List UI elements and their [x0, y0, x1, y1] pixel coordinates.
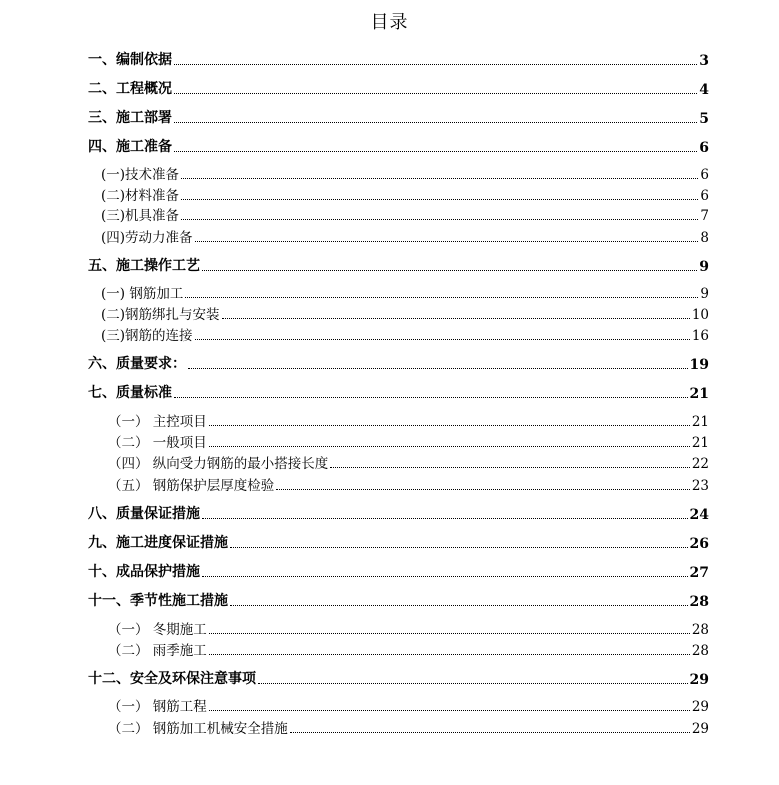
toc-entry-label: 一、编制依据	[88, 52, 172, 68]
dot-leader	[209, 653, 690, 655]
toc-entry[interactable]	[88, 472, 709, 494]
toc-title: 目录	[370, 12, 409, 33]
toc-entry-page-number: 6	[699, 140, 709, 156]
toc-entry[interactable]	[88, 301, 709, 323]
toc-entry-label: 二、工程概况	[88, 81, 172, 97]
toc-entry[interactable]	[88, 380, 709, 402]
toc-entry[interactable]	[88, 408, 709, 430]
toc-entry-label: 九、施工进度保证措施	[88, 535, 228, 551]
toc-entry-page-number: 8	[700, 230, 709, 246]
toc-entry-label: （五） 钢筋保护层厚度检验	[108, 478, 275, 494]
dot-leader	[202, 517, 688, 519]
toc-entry[interactable]	[88, 588, 709, 610]
dot-leader	[188, 367, 688, 369]
toc-entry-page-number: 29	[691, 699, 709, 715]
dot-leader	[330, 466, 690, 468]
toc-entry-page-number: 6	[700, 188, 709, 204]
dot-leader	[209, 445, 690, 447]
toc-entry-label: (四)劳动力准备	[101, 230, 193, 246]
dot-leader	[174, 121, 697, 123]
toc-entry-page-number: 29	[689, 672, 709, 688]
toc-entry[interactable]	[88, 429, 709, 451]
dot-leader	[209, 424, 690, 426]
toc-entry[interactable]	[88, 450, 709, 472]
toc-entry-page-number: 21	[691, 435, 709, 451]
toc-entry[interactable]	[88, 202, 709, 224]
toc-entry-page-number: 9	[699, 259, 709, 275]
toc-entry-label: (一) 钢筋加工	[101, 286, 184, 302]
dot-leader	[181, 177, 698, 179]
toc-entry-page-number: 29	[691, 721, 709, 737]
toc-entry-page-number: 21	[691, 414, 709, 430]
toc-entry-label: （二） 雨季施工	[108, 643, 207, 659]
toc-entry-page-number: 26	[689, 536, 709, 552]
toc-entry-page-number: 4	[699, 82, 709, 98]
toc-entry-page-number: 16	[691, 328, 709, 344]
toc-entry-label: 七、质量标准	[88, 385, 172, 401]
toc-entry-page-number: 5	[699, 111, 709, 127]
toc-entry-page-number: 9	[700, 286, 709, 302]
toc-entry-label: 三、施工部署	[88, 110, 172, 126]
toc-entry[interactable]	[88, 666, 709, 688]
dot-leader	[209, 709, 690, 711]
toc-entry-label: 六、质量要求：	[88, 356, 186, 372]
toc-entry-label: （一） 钢筋工程	[108, 699, 207, 715]
toc-entry-label: 四、施工准备	[88, 139, 172, 155]
toc-entry-page-number: 28	[691, 622, 709, 638]
dot-leader	[202, 269, 697, 271]
toc-entry-page-number: 19	[689, 357, 709, 373]
toc-entry-page-number: 23	[691, 478, 709, 494]
toc-entry-label: 八、质量保证措施	[88, 506, 200, 522]
toc-entry-page-number: 27	[689, 565, 709, 581]
toc-entry-page-number: 28	[691, 643, 709, 659]
toc-entry-label: 五、施工操作工艺	[88, 258, 200, 274]
toc-entry[interactable]	[88, 105, 709, 127]
dot-leader	[174, 63, 697, 65]
dot-leader	[181, 198, 698, 200]
toc-entry-page-number: 21	[689, 386, 709, 402]
toc-entry-label: (二)钢筋绑扎与安装	[101, 307, 220, 323]
dot-leader	[174, 150, 697, 152]
toc-entry[interactable]	[88, 501, 709, 523]
dot-leader	[276, 488, 690, 490]
toc-entry-page-number: 3	[699, 53, 709, 69]
dot-leader	[222, 317, 690, 319]
toc-entry[interactable]	[88, 280, 709, 302]
dot-leader	[185, 296, 698, 298]
toc-entry-label: 十二、安全及环保注意事项	[88, 671, 256, 687]
toc-entry[interactable]	[88, 253, 709, 275]
toc-entry[interactable]	[88, 161, 709, 183]
toc-entry[interactable]	[88, 322, 709, 344]
toc-entry-label: (一)技术准备	[101, 167, 180, 183]
toc-entry-label: (三)机具准备	[101, 208, 180, 224]
toc-entry-page-number: 28	[689, 594, 709, 610]
dot-leader	[209, 632, 690, 634]
toc-entry[interactable]	[88, 224, 709, 246]
dot-leader	[202, 575, 688, 577]
toc-entry-label: （二） 钢筋加工机械安全措施	[108, 721, 288, 737]
dot-leader	[195, 338, 690, 340]
dot-leader	[174, 396, 688, 398]
dot-leader	[290, 731, 690, 733]
toc-entry-label: (三)钢筋的连接	[101, 328, 193, 344]
toc-entry-page-number: 10	[691, 307, 709, 323]
toc-entry[interactable]	[88, 637, 709, 659]
toc-entry[interactable]	[88, 530, 709, 552]
toc-entry-page-number: 22	[691, 456, 709, 472]
dot-leader	[230, 604, 688, 606]
toc-entry[interactable]	[88, 47, 709, 69]
dot-leader	[195, 240, 699, 242]
toc-entry[interactable]	[88, 559, 709, 581]
dot-leader	[181, 218, 698, 220]
toc-entry-label: 十一、季节性施工措施	[88, 593, 228, 609]
toc-entry-page-number: 7	[700, 208, 709, 224]
dot-leader	[258, 682, 688, 684]
toc-entry-label: 十、成品保护措施	[88, 564, 200, 580]
toc-entry-page-number: 24	[689, 507, 709, 523]
toc-entry[interactable]	[88, 182, 709, 204]
toc-entry[interactable]	[88, 134, 709, 156]
toc-entry[interactable]	[88, 616, 709, 638]
toc-entry-label: （一） 冬期施工	[108, 622, 207, 638]
dot-leader	[230, 546, 688, 548]
toc-entry-label: （一） 主控项目	[108, 414, 207, 430]
toc-entry-label: （四） 纵向受力钢筋的最小搭接长度	[108, 456, 329, 472]
toc-entry[interactable]	[88, 351, 709, 373]
toc-entry-label: (二)材料准备	[101, 188, 180, 204]
toc-entry[interactable]	[88, 693, 709, 715]
toc-entry-page-number: 6	[700, 167, 709, 183]
toc-entry[interactable]	[88, 76, 709, 98]
toc-entry[interactable]	[88, 715, 709, 737]
dot-leader	[174, 92, 697, 94]
toc-entry-label: （二） 一般项目	[108, 435, 207, 451]
